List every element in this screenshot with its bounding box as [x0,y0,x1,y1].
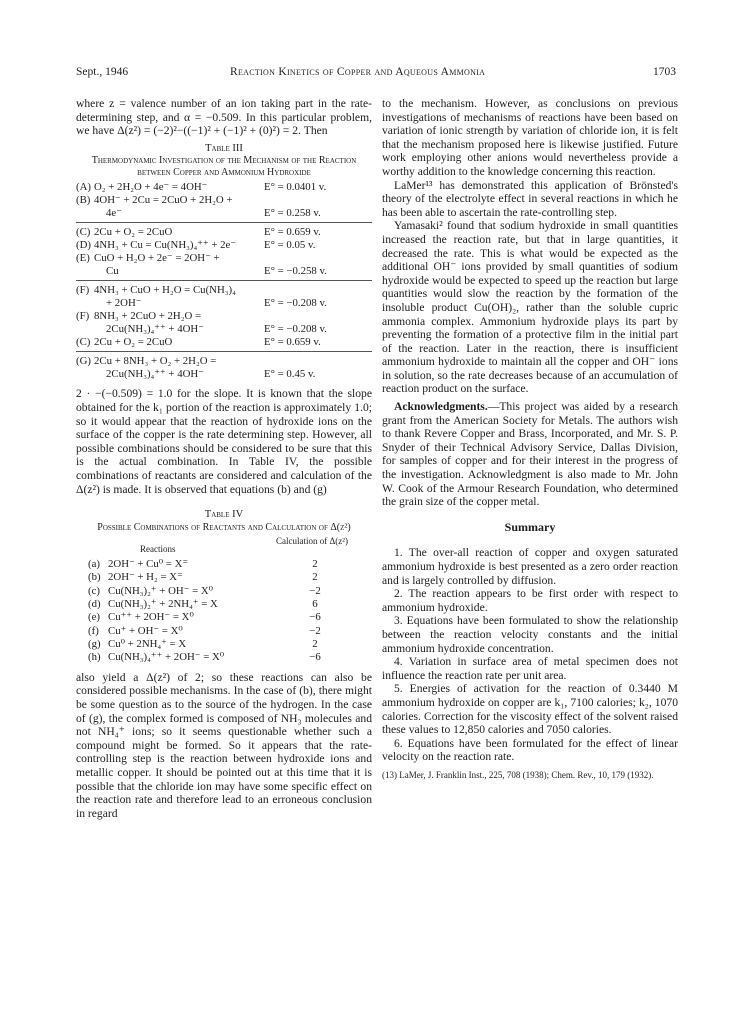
table-title: Table III [205,142,243,154]
acknowledgments-paragraph [382,400,678,509]
delta-z2-value: −6 [309,651,321,664]
right-column [382,97,678,781]
table-row [76,239,372,252]
table-row [76,310,372,323]
reaction-equation: Cu⁺ + OH⁻ = X⁰ [108,624,183,637]
summary-item: 1. The over-all reaction of copper and oxygen saturated ammonium hydroxide is best presented as a zero order reaction and is largely controlled by diffusion. [382,546,678,587]
table-row [76,252,372,265]
row-label: (C) [76,226,91,239]
table-row [76,585,372,598]
row-label: (c) [88,584,100,597]
delta-z2-value: 2 [312,571,318,584]
page-number: 1703 [653,66,676,78]
table-row [76,181,372,194]
table-row [76,611,372,624]
row-label: (C) [76,336,91,349]
table-row [76,638,372,651]
row-label: (b) [88,571,101,584]
reaction-equation: 2Cu(NH₃)₄⁺⁺ + 4OH⁻ [106,323,204,336]
row-label: (E) [76,252,90,265]
delta-z2-value: −2 [309,624,321,637]
row-label: (G) [76,355,91,368]
table-row [76,571,372,584]
paragraph: to the mechanism. However, as conclusions on previous investigations of mechanisms of reactions have been based on variation of ionic strength by variation of chloride ion, it is felt that the mechanism proposed here is likewise justified. Future work employing other anions would nevertheless provide a worthy addition to the knowledge concerning this reaction. [382,97,678,178]
reaction-equation: CuO + H₂O + 2e⁻ = 2OH⁻ + [94,252,220,265]
reaction-equation: Cu(NH₃)₄⁺⁺ + 2OH⁻ = X⁰ [108,651,225,664]
reaction-equation: 2Cu + O₂ = 2CuO [94,226,173,239]
table-divider [76,280,372,281]
potential-value: E° = 0.258 v. [264,207,321,220]
reaction-equation: 2Cu + 8NH₃ + O₂ + 2H₂O = [94,355,217,368]
table-row [76,368,372,381]
table-caption: Thermodynamic Investigation of the Mechanism of the Reaction between Copper and Ammonium Hydroxide [91,155,357,179]
reaction-equation: Cu⁰ + 2NH₄⁺ = X [108,638,187,651]
paragraph: where z = valence number of an ion taking part in the rate-determining step, and α = −0.509. In this particular problem, we have Δ(z²) = (−2)²−((−1)² + (−1)² + (0)²) = 2. Then [76,97,372,138]
paragraph: LaMer¹³ has demonstrated this application of Brönsted's theory of the electrolyte effect in several reactions in which he has been able to ascertain the rate-controlling step. [382,178,678,219]
acknowledgments-heading: Acknowledgments. [394,400,488,414]
acknowledgments-text: —This project was aided by a research grant from the American Society for Metals. The authors wish to thank Revere Copper and Brass, Incorporated, and Mr. S. P. Snyder of their Technical Advisory Service, Dallas Division, for samples of copper and for their interest in the progress of the investigation. Acknowledgment is also made to Mr. John W. Cook of the Armour Research Foundation, who determined the grain size of the copper metal. [382,400,678,509]
potential-value: E° = 0.45 v. [264,368,316,381]
delta-z2-value: 2 [312,557,318,570]
row-label: (h) [88,651,101,664]
header-date: Sept., 1946 [76,66,129,78]
reaction-equation: 4OH⁻ + 2Cu = 2CuO + 2H₂O + [94,194,233,207]
reaction-equation: 2OH⁻ + Cu⁰ = X⁼ [108,557,189,570]
row-label: (B) [76,194,91,207]
reaction-equation: Cu(NH₃)₂⁺ + 2NH₄⁺ = X [108,597,218,610]
reaction-equation: 4NH₃ + CuO + H₂O = Cu(NH₃)₄ [94,284,236,297]
reaction-equation: O₂ + 2H₂O + 4e⁻ = 4OH⁻ [94,181,208,194]
row-label: (F) [76,284,90,297]
potential-value: E° = −0.208 v. [264,323,327,336]
table-row [76,558,372,571]
table-row [76,194,372,207]
reaction-equation: 2Cu(NH₃)₄⁺⁺ + 4OH⁻ [106,368,204,381]
reaction-equation: 2Cu + O₂ = 2CuO [94,336,173,349]
delta-z2-value: 2 [312,638,318,651]
table-row [76,207,372,220]
row-label: (d) [88,597,101,610]
table-row [76,323,372,336]
table-4-header [76,536,372,558]
summary-item: 5. Energies of activation for the reaction of 0.3440 M ammonium hydroxide on copper are k₁, 7100 calories; k₂, 1070 calories. Correction for the viscosity effect of the solvent raised these values to 12,850 calories and 7050 calories. [382,682,678,737]
reaction-equation: 8NH₃ + 2CuO + 2H₂O = [94,310,202,323]
potential-value: E° = −0.208 v. [264,297,327,310]
potential-value: E° = 0.659 v. [264,226,321,239]
potential-value: E° = 0.0401 v. [264,181,327,194]
table-row [76,297,372,310]
row-label: (e) [88,611,100,624]
reaction-equation: 4NH₃ + Cu = Cu(NH₃)₄⁺⁺ + 2e⁻ [94,239,237,252]
paragraph: also yield a Δ(z²) of 2; so these reactions can also be considered possible mechanisms. In the case of (b), there might be some question as to the source of the hydrogen. In the case of (g), the complex formed is composed of NH₃ molecules and not NH₄⁺ ions; so it seems questionable whether such a compound might be formed. So it appears that the rate-controlling step is the reaction between hydroxide ions and metallic copper. It should be pointed out at this time that it is possible that the chloride ion may have some specific effect on the reaction rate and therefore lead to an erroneous conclusion in regard [76,670,372,820]
summary-heading: Summary [504,519,556,534]
table-row [76,226,372,239]
table-4 [76,558,372,665]
column-header: Reactions [140,543,176,554]
reaction-equation: Cu [106,265,119,278]
potential-value: E° = 0.659 v. [264,336,321,349]
potential-value: E° = −0.258 v. [264,265,327,278]
table-caption: Possible Combinations of Reactants and Calculation of Δ(z²) [97,521,351,533]
row-label: (g) [88,638,101,651]
summary-item: 4. Variation in surface area of metal specimen does not influence the reaction rate per unit area. [382,655,678,682]
reaction-equation: Cu⁺⁺ + 2OH⁻ = X⁰ [108,611,194,624]
row-label: (A) [76,181,91,194]
paragraph: Yamasaki² found that sodium hydroxide in small quantities increased the reaction rate, but that in large quantities, it decreased the rate. This is what would be expected as the additional OH⁻ ions provided by small quantities of sodium hydroxide would be expected to speed up the reaction but large quantities would slow the reaction by the formation of the insoluble product Cu(OH)₂, rather than the soluble cupric ammonia complex. Ammonium hydroxide plays its part by preventing the formation of a protective film in the initial part of the reaction. Later in the reaction, there is insufficient ammonium hydroxide to maintain all the copper and OH⁻ ions in solution, so the rate decreases because of an accumulation of reaction product on the surface. [382,219,678,396]
row-label: (F) [76,310,90,323]
table-divider [76,351,372,352]
table-divider [76,222,372,223]
delta-z2-value: 6 [312,597,318,610]
reaction-equation: 4e⁻ [106,207,122,220]
delta-z2-value: −6 [309,611,321,624]
row-label: (f) [88,624,99,637]
reaction-equation: 2OH⁻ + H₂ = X⁼ [108,571,183,584]
summary-item: 6. Equations have been formulated for the effect of linear velocity on the reaction rate. [382,736,678,764]
delta-z2-value: −2 [309,584,321,597]
paragraph: 2 · −(−0.509) = 1.0 for the slope. It is known that the slope obtained for the k₁ portion of the reaction is approximately 1.0; so it would appear that the reaction of hydroxide ions on the surface of the copper is the rate determining step. However, all possible combinations should be considered to be sure that this is the actual combination. In Table IV, the possible combinations of reactants are considered and calculation of the Δ(z²) is made. It is observed that equations (b) and (g) [76,387,372,496]
table-row [76,355,372,368]
table-row [76,336,372,349]
summary-item: 3. Equations have been formulated to show the relationship between the reaction velocity constants and the initial ammonium hydroxide concentration. [382,614,678,655]
table-3 [76,181,372,381]
table-row [76,284,372,297]
left-column [76,97,372,820]
summary-item: 2. The reaction appears to be first order with respect to ammonium hydroxide. [382,587,678,614]
table-row [76,598,372,611]
header-title: Reaction Kinetics of Copper and Aqueous Ammonia [230,66,486,78]
table-row [76,265,372,278]
footnote: (13) LaMer, J. Franklin Inst., 225, 708 (1938); Chem. Rev., 10, 179 (1932). [382,769,654,780]
row-label: (D) [76,239,91,252]
column-header: Calculation of Δ(z²) [276,535,348,546]
table-title: Table IV [204,509,244,521]
potential-value: E° = 0.05 v. [264,239,316,252]
row-label: (a) [88,557,100,570]
table-row [76,625,372,638]
reaction-equation: Cu(NH₃)₂⁺ + OH⁻ = X⁰ [108,584,214,597]
table-row [76,651,372,664]
reaction-equation: + 2OH⁻ [106,297,142,310]
